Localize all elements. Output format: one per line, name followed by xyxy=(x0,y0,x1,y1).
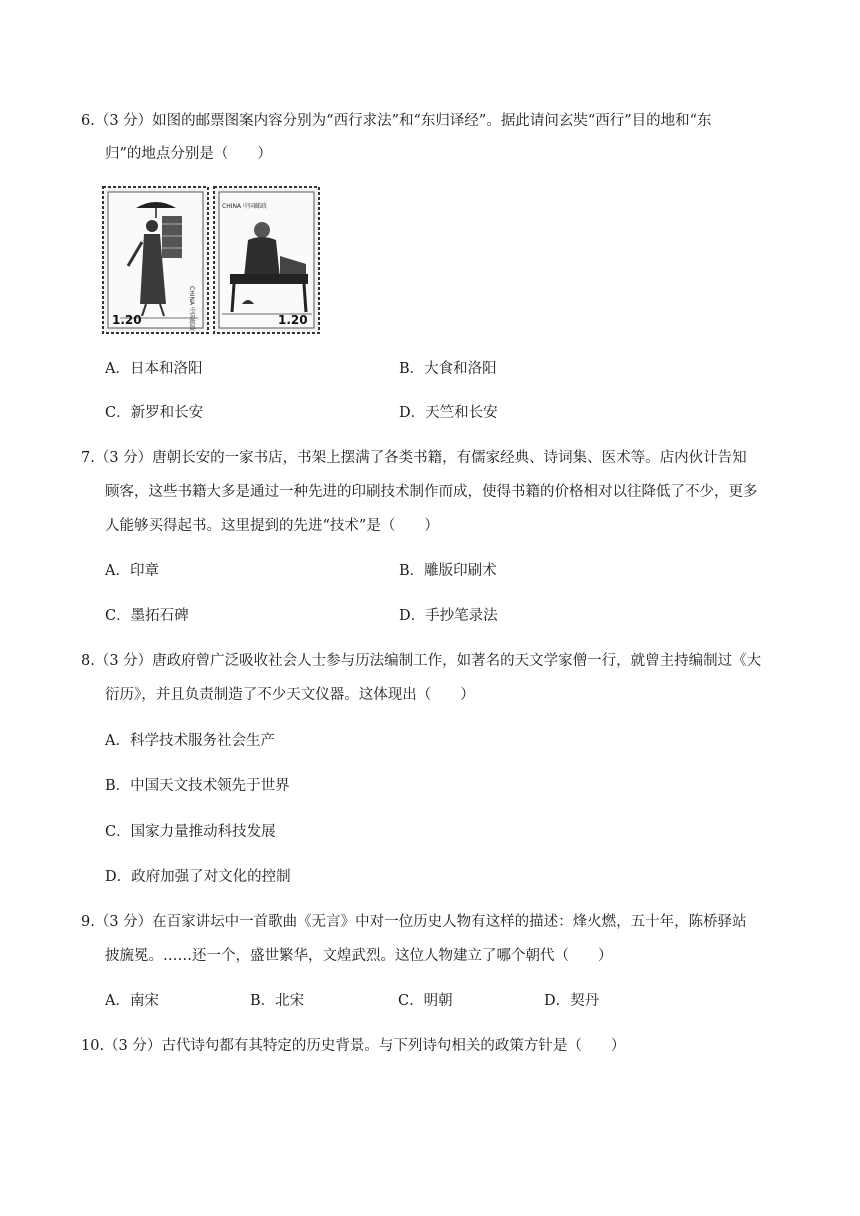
stamp-images xyxy=(102,186,320,334)
question-6-option-b: B．大食和洛阳 xyxy=(399,361,497,377)
question-9-line-1: 9.（3 分）在百家讲坛中一首歌曲《无言》中对一位历史人物有这样的描述：烽火燃，五十年，陈桥驿站 xyxy=(81,914,747,930)
question-6-option-a: A．日本和洛阳 xyxy=(105,361,203,377)
question-9-option-b: B．北宋 xyxy=(250,993,305,1009)
question-9-option-a: A．南宋 xyxy=(105,993,159,1009)
question-10-line-1: 10.（3 分）古代诗句都有其特定的历史背景。与下列诗句相关的政策方针是（ ） xyxy=(81,1038,626,1054)
question-7-option-d: D．手抄笔录法 xyxy=(399,608,498,624)
question-8-line-1: 8.（3 分）唐政府曾广泛吸收社会人士参与历法编制工作，如著名的天文学家僧一行，就曾主持编制过《大 xyxy=(81,653,762,669)
question-9-option-c: C．明朝 xyxy=(398,993,453,1009)
question-7-option-b: B．雕版印刷术 xyxy=(399,563,497,579)
question-8-option-c: C．国家力量推动科技发展 xyxy=(105,824,276,840)
question-9-option-d: D．契丹 xyxy=(544,993,600,1009)
question-9-line-2: 披旒冕。……还一个，盛世繁华，文煌武烈。这位人物建立了哪个朝代（ ） xyxy=(105,948,613,964)
question-7-line-3: 人能够买得起书。这里提到的先进“技术”是（ ） xyxy=(105,518,439,534)
question-8-line-2: 衍历》，并且负责制造了不少天文仪器。这体现出（ ） xyxy=(105,687,475,703)
stamp-illustration xyxy=(102,186,320,334)
question-7-option-a: A．印章 xyxy=(105,563,159,579)
stamp-right-denomination: 1.20 xyxy=(278,313,308,327)
question-8-option-d: D．政府加强了对文化的控制 xyxy=(105,869,291,885)
question-6-option-d: D．天竺和长安 xyxy=(399,405,498,421)
question-8-option-b: B．中国天文技术领先于世界 xyxy=(105,778,290,794)
stamp-left-denomination: 1.20 xyxy=(112,313,142,327)
question-8-option-a: A．科学技术服务社会生产 xyxy=(105,733,275,749)
question-6-line-2: 归”的地点分别是（ ） xyxy=(105,146,272,162)
question-6-line-1: 6.（3 分）如图的邮票图案内容分别为“西行求法”和“东归译经”。据此请问玄奘“西行”目的地和“东 xyxy=(81,113,712,129)
question-6-option-c: C．新罗和长安 xyxy=(105,405,204,421)
question-7-line-1: 7.（3 分）唐朝长安的一家书店，书架上摆满了各类书籍，有儒家经典、诗词集、医术等。店内伙计告知 xyxy=(81,450,747,466)
question-7-line-2: 顾客，这些书籍大多是通过一种先进的印刷技术制作而成，使得书籍的价格相对以往降低了不少，更多 xyxy=(105,484,758,500)
stamp-left-country: CHINA 中国邮政 xyxy=(188,286,195,331)
stamp-right-country: CHINA 中国邮政 xyxy=(222,203,267,210)
question-7-option-c: C．墨拓石碑 xyxy=(105,608,189,624)
